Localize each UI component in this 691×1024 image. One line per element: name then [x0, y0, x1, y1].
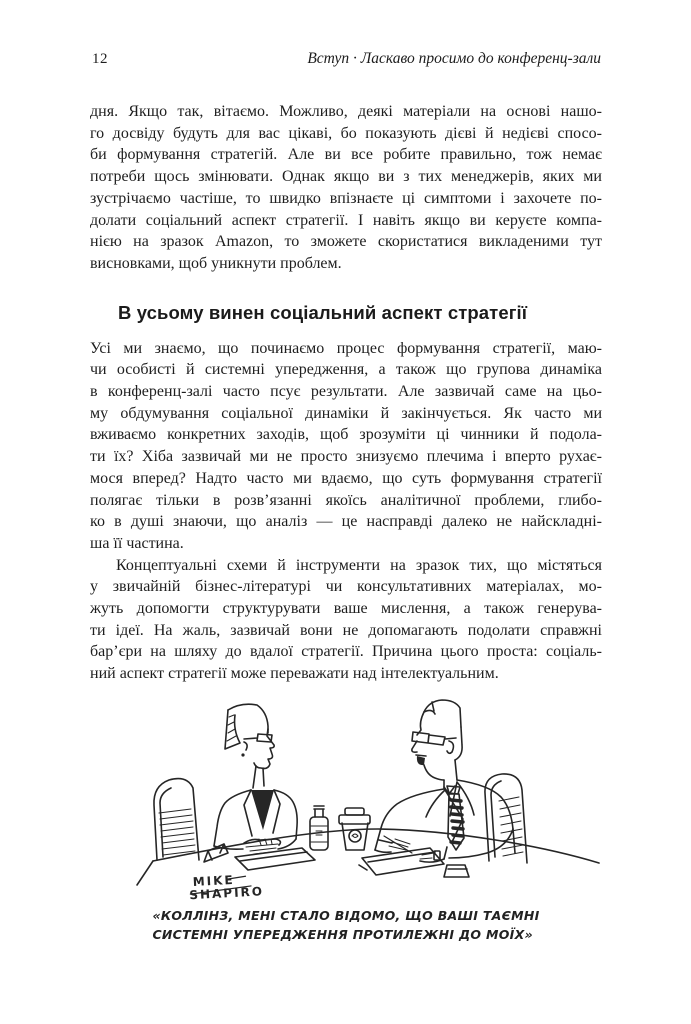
text-line: ти їх? Хіба зазвичай ми не просто знизуємо плечима і вперто рухає- [90, 448, 602, 466]
cartoon-signature [188, 871, 264, 902]
signature-line-1: MIKE [192, 872, 235, 889]
water-bottle [310, 806, 328, 850]
page-content [90, 101, 602, 944]
paragraph-1 [90, 101, 602, 275]
office-chair-right [485, 774, 527, 863]
text-line: жуть допомогти структурувати ваше мислення, а також генерува- [90, 600, 602, 618]
man-figure [359, 700, 515, 875]
cartoon-illustration [133, 689, 603, 904]
woman-figure [214, 704, 315, 870]
text-line: би формування стратегій. Але ви все робите правильно, тож немає [90, 146, 602, 164]
text-line: му обдумування соціальної динаміки й закінчується. Як часто ми [90, 404, 602, 422]
text-line: мося вперед? Надто часто ми вдаємо, що суть формування стратегії [90, 469, 602, 487]
text-line: в конференц-залі часто псує результати. Але зазвичай саме на цьо- [90, 383, 602, 401]
text-line: «КОЛЛІНЗ, МЕНІ СТАЛО ВІДОМО, ЩО ВАШІ ТАЄМНІ [152, 907, 540, 923]
paragraph-3 [90, 555, 602, 685]
text-line: Усі ми знаємо, що починаємо процес формування стратегії, маю- [90, 339, 602, 357]
text-line: Концептуальні схеми й інструменти на зразок тих, що містяться [116, 556, 602, 574]
text-line: бар’єри на шляху до вдалої стратегії. Причина цього проста: соціаль- [90, 643, 602, 661]
text-line: нією на зразок Amazon, то зможете скористатися викладеними тут [90, 233, 602, 251]
page-header [92, 50, 601, 69]
text-line: висновками, щоб уникнути проблем. [90, 254, 342, 272]
running-head: Вступ · Ласкаво просимо до конференц-зали [307, 50, 601, 67]
text-line: долати соціальний аспект стратегії. І навіть якщо ви керуєте компа- [90, 211, 602, 229]
office-chair-left [154, 778, 199, 859]
text-line: у звичайній бізнес-літературі чи консультативних матеріалах, мо- [90, 578, 602, 596]
section-heading: В усьому винен соціальний аспект стратегії [118, 301, 528, 323]
table-wedge-right [444, 865, 469, 877]
caption-text [152, 906, 539, 944]
table-wedge-left [204, 844, 228, 862]
text-line: ко в душі знаючи, що аналіз — це насправді далеко не найскладні- [90, 513, 602, 531]
paragraph-2 [90, 338, 602, 555]
text-line: го досвіду будуть для вас цікаві, бо показують дієві й недієві спосо- [90, 124, 602, 142]
text-line: СИСТЕМНІ УПЕРЕДЖЕННЯ ПРОТИЛЕЖНІ ДО МОЇХ» [152, 926, 533, 942]
text-line: вживаємо конкретних заходів, щоб зрозуміти ці чинники й подола- [90, 426, 602, 444]
page-number: 12 [92, 51, 108, 67]
text-line: ша її частина. [90, 534, 184, 552]
figure-caption [90, 906, 602, 944]
text-line: дня. Якщо так, вітаємо. Можливо, деякі матеріали на основі нашо- [90, 103, 602, 120]
text-line: ний аспект стратегії може переважати над інтелектуальним. [90, 665, 499, 683]
text-line: чи особисті й системні упередження, а також що групова динаміка [90, 361, 602, 379]
text-line: зустрічаємо частіше, то швидко впізнаєте ці симптоми і захочете по- [90, 189, 602, 207]
signature-line-2: SHAPIRO [189, 884, 265, 903]
figure [90, 689, 602, 944]
text-line: потреби щось змінювати. Однак якщо ви з тих менеджерів, яких ми [90, 168, 602, 186]
text-line: полягає тільки в розв’язанні якоїсь аналітичної проблеми, глибо- [90, 491, 602, 509]
text-line: ти ідеї. На жаль, зазвичай вони не допомагають подолати справжні [90, 621, 602, 639]
